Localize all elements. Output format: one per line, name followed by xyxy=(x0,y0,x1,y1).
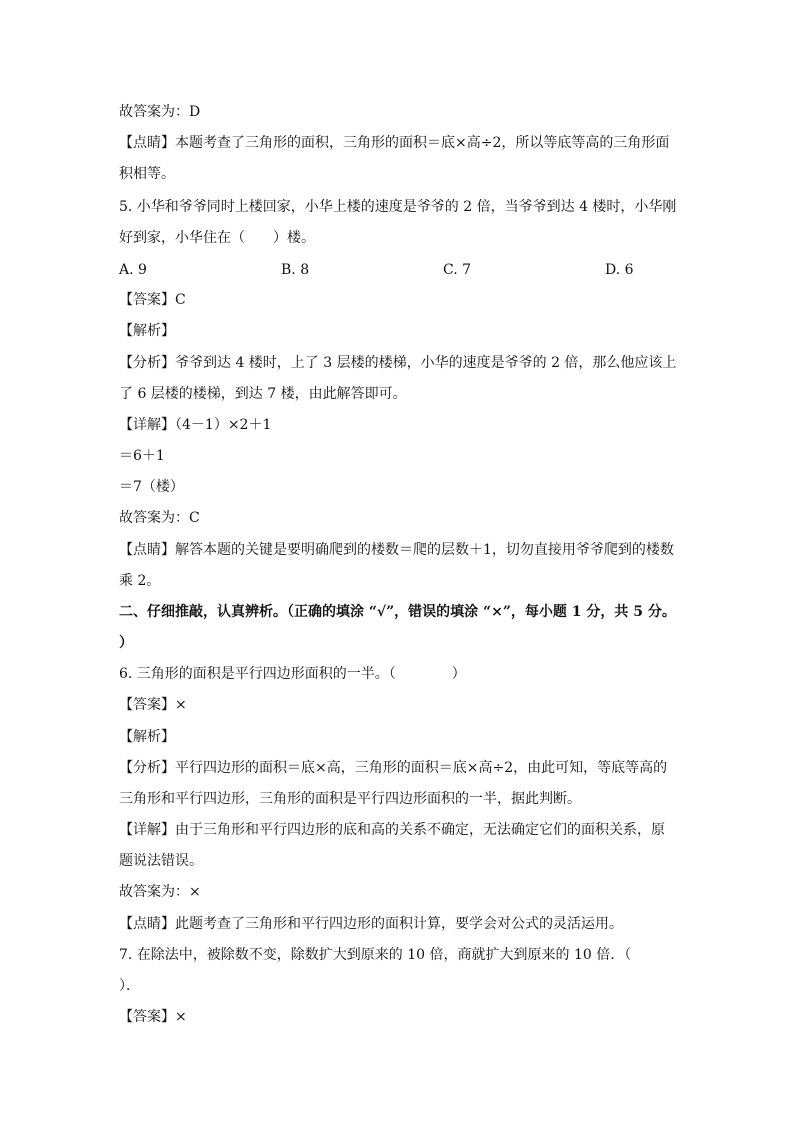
comment-line-q6: 【点睛】此题考查了三角形和平行四边形的面积计算，要学会对公式的灵活运用。 xyxy=(119,916,623,932)
comment-line-q5-1: 【点睛】解答本题的关键是要明确爬到的楼数＝爬的层数＋1，切勿直接用爷爷爬到的楼数 xyxy=(119,542,674,558)
detail-line-q5-3: ＝7（楼） xyxy=(119,479,184,495)
analysis-line-q6-2: 三角形和平行四边形，三角形的面积是平行四边形面积的一半，据此判断。 xyxy=(119,791,581,807)
comment-line-q5-2: 乘 2。 xyxy=(119,573,161,589)
question-5-line-2: 好到家，小华住在（ ）楼。 xyxy=(119,230,315,246)
section-2-heading-line-1: 二、仔细推敲，认真辨析。（正确的填涂 “√”，错误的填涂 “×”，每小题 1 分，共 5 分。 xyxy=(119,604,676,620)
option-a: A. 9 xyxy=(119,262,147,278)
option-c: C. 7 xyxy=(443,262,472,278)
detail-line-q6-2: 题说法错误。 xyxy=(119,853,203,869)
analysis-heading-q5: 【解析】 xyxy=(119,323,175,339)
comment-line-q4-1: 【点睛】本题考查了三角形的面积，三角形的面积＝底×高÷2，所以等底等高的三角形面 xyxy=(119,135,670,151)
question-7-line-2: ）． xyxy=(119,978,140,994)
section-2-heading-line-2: ） xyxy=(119,635,133,651)
final-answer-q5: 故答案为：C xyxy=(119,510,200,526)
comment-line-q4-2: 积相等。 xyxy=(119,166,175,182)
detail-line-q5-1: 【详解】（4－1）×2＋1 xyxy=(119,417,272,433)
analysis-heading-q6: 【解析】 xyxy=(119,729,175,745)
answer-line-q4: 故答案为：D xyxy=(119,104,201,120)
analysis-line-q5-2: 了 6 层楼的楼梯，到达 7 楼，由此解答即可。 xyxy=(119,386,407,402)
detail-line-q5-2: ＝6＋1 xyxy=(119,448,165,464)
answer-label-q6: 【答案】× xyxy=(119,697,187,713)
question-5-line-1: 5. 小华和爷爷同时上楼回家，小华上楼的速度是爷爷的 2 倍，当爷爷到达 4 楼时，小华刚 xyxy=(119,199,677,215)
question-7-line-1: 7. 在除法中，被除数不变，除数扩大到原来的 10 倍，商就扩大到原来的 10 倍．（ xyxy=(119,947,632,963)
analysis-line-q6-1: 【分析】平行四边形的面积＝底×高，三角形的面积＝底×高÷2，由此可知，等底等高的 xyxy=(119,760,668,776)
answer-label-q7: 【答案】× xyxy=(119,1009,187,1025)
answer-label-q5: 【答案】C xyxy=(119,292,186,308)
analysis-line-q5-1: 【分析】爷爷到达 4 楼时，上了 3 层楼的楼梯，小华的速度是爷爷的 2 倍，那么他应该上 xyxy=(119,355,677,371)
option-d: D. 6 xyxy=(605,262,634,278)
question-6-line: 6. 三角形的面积是平行四边形面积的一半。（ ） xyxy=(119,666,466,682)
final-answer-q6: 故答案为：× xyxy=(119,884,201,900)
detail-line-q6-1: 【详解】由于三角形和平行四边形的底和高的关系不确定，无法确定它们的面积关系，原 xyxy=(119,822,665,838)
option-b: B. 8 xyxy=(281,262,310,278)
